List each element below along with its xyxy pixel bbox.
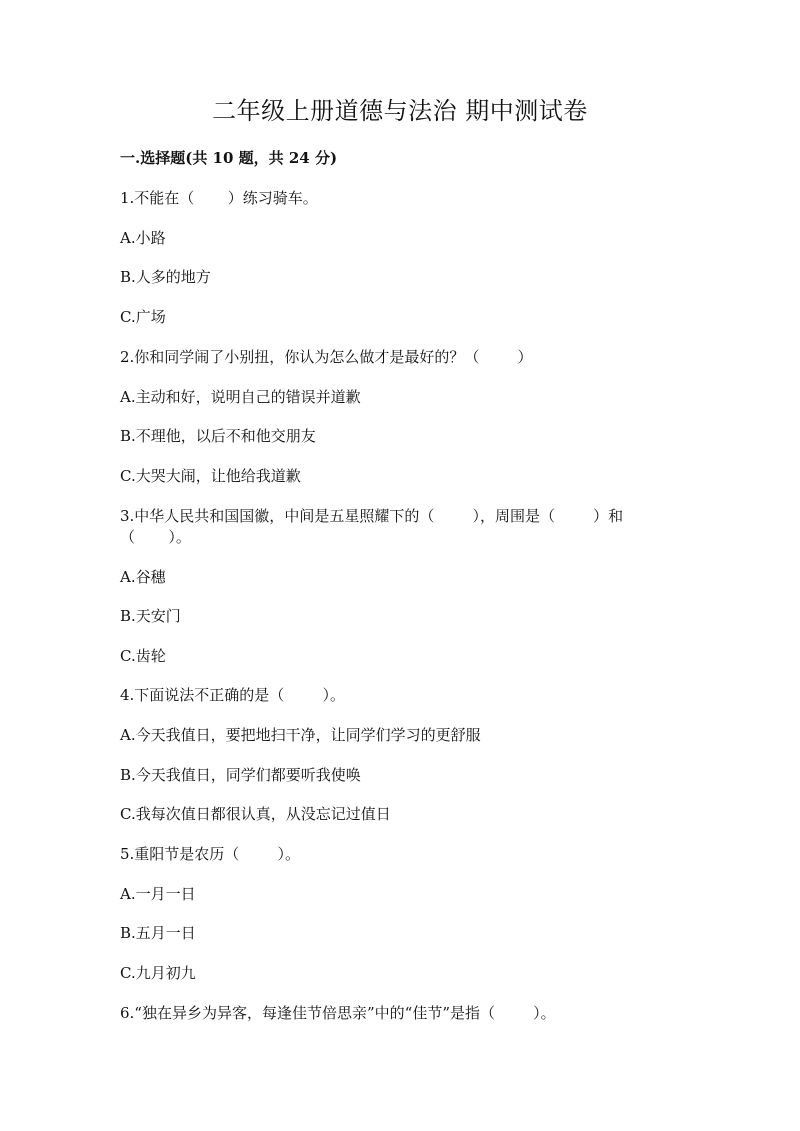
question-4-option-a: A.今天我值日，要把地扫干净，让同学们学习的更舒服: [120, 726, 481, 744]
question-3-stem: 3.中华人民共和国国徽，中间是五星照耀下的（ ），周围是（ ）和: [120, 507, 624, 525]
question-4-option-b: B.今天我值日，同学们都要听我使唤: [120, 766, 361, 784]
question-4-stem: 4.下面说法不正确的是（ ）。: [120, 686, 345, 704]
question-2-option-b: B.不理他，以后不和他交朋友: [120, 427, 316, 445]
question-1-option-a: A.小路: [120, 229, 166, 247]
question-1-option-b: B.人多的地方: [120, 268, 211, 286]
question-3-option-b: B.天安门: [120, 607, 181, 625]
question-3-option-a: A.谷穗: [120, 568, 166, 586]
question-1-option-c: C.广场: [120, 308, 166, 326]
question-1-stem: 1.不能在（ ）练习骑车。: [120, 189, 318, 207]
question-5-stem: 5.重阳节是农历（ ）。: [120, 845, 300, 863]
question-2-stem: 2.你和同学闹了小别扭，你认为怎么做才是最好的？（ ）: [120, 348, 533, 366]
question-3-option-c: C.齿轮: [120, 647, 166, 665]
question-2-option-a: A.主动和好，说明自己的错误并道歉: [120, 388, 361, 406]
question-6-stem: 6.“独在异乡为异客，每逢佳节倍思亲”中的“佳节”是指（ ）。: [120, 1004, 556, 1022]
section-heading: 一.选择题(共 10 题，共 24 分): [120, 149, 338, 167]
question-2-option-c: C.大哭大闹，让他给我道歉: [120, 467, 301, 485]
question-5-option-a: A.一月一日: [120, 885, 196, 903]
question-4-option-c: C.我每次值日都很认真，从没忘记过值日: [120, 805, 391, 823]
question-5-option-b: B.五月一日: [120, 924, 196, 942]
question-3-stem-continued: （ ）。: [120, 528, 191, 546]
question-5-option-c: C.九月初九: [120, 964, 196, 982]
document-title: 二年级上册道德与法治 期中测试卷: [212, 97, 588, 125]
